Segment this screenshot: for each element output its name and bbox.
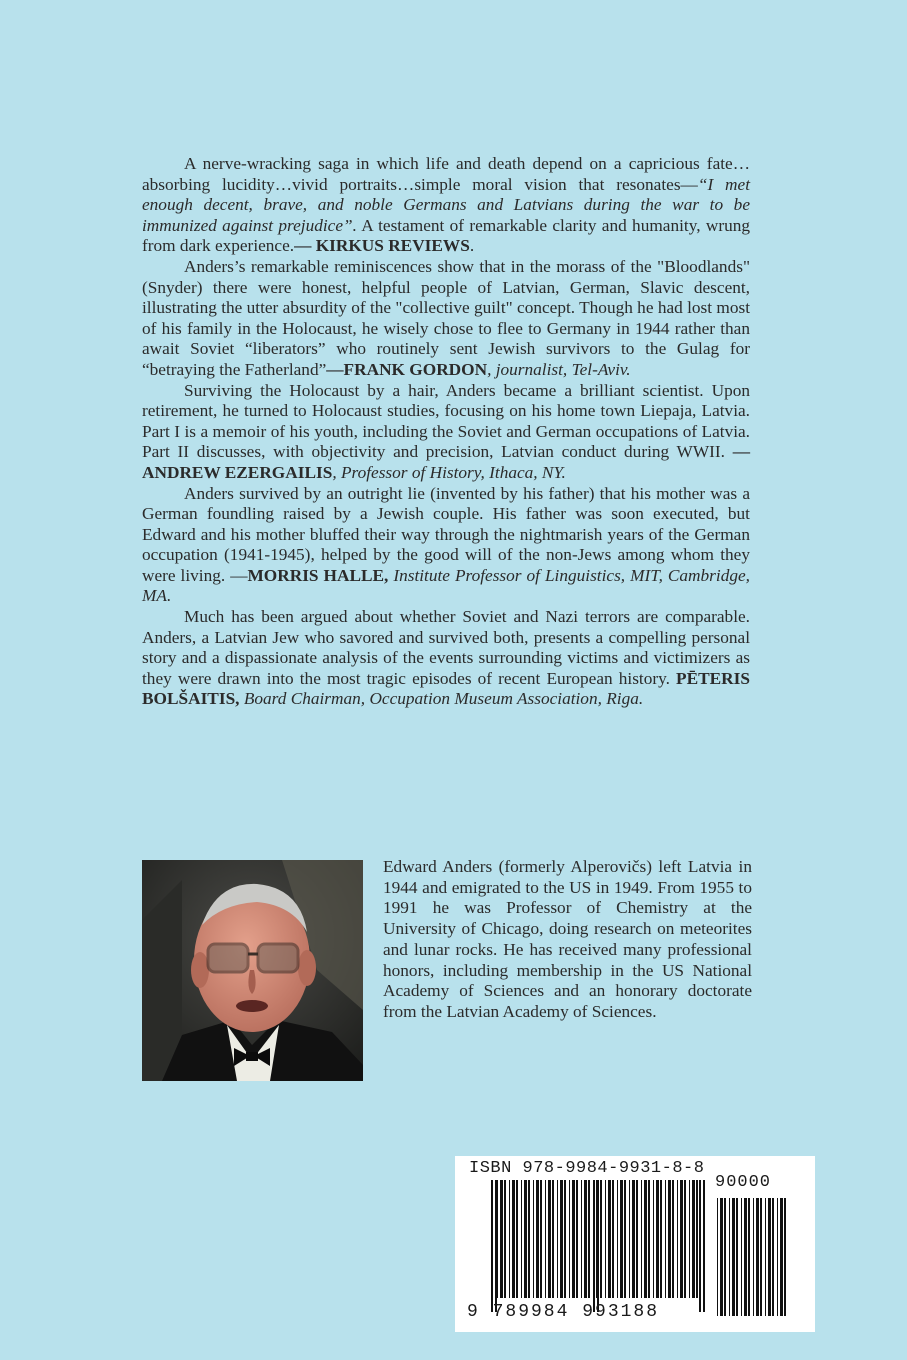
review-bolsaitis <box>142 607 750 710</box>
review-quote: “I met enough decent, brave, and noble Germans and Latvians during the war to be immunized against prejudice”. <box>142 174 751 235</box>
review-text: Anders survived by an outright lie (invented by his father) that his mother was a German foundling raised by a Jewish couple. His father was soon executed, but Edward and his mother bluffed their way through the nightmarish years of the German occupation (1941-1945), helped by the good will of the non-Jews among whom they were living. — <box>142 483 750 585</box>
review-source: —FRANK GORDON <box>326 359 488 379</box>
review-affiliation: , journalist, Tel-Aviv. <box>487 359 631 379</box>
review-end: . <box>469 236 475 256</box>
review-affiliation: Board Chairman, Occupation Museum Association, Riga. <box>239 689 644 709</box>
review-text-after: A testament of remarkable clarity and humanity, wrung from dark experience. <box>142 215 750 256</box>
review-source: PĒTERIS BOLŠAITIS, <box>142 668 750 709</box>
isbn-barcode <box>455 1156 815 1332</box>
review-text: Surviving the Holocaust by a hair, Anders became a brilliant scientist. Upon retirement, he turned to Holocaust studies, focusing on his home town Liepaja, Latvia. Part I is a memoir of his youth, including the Soviet and German occupations of Latvia. Part II discusses, with objectivity and precision, Latvian conduct during WWII. <box>142 380 750 462</box>
review-affiliation: Institute Professor of Linguistics, MIT, Cambridge, MA. <box>142 565 750 606</box>
review-text: Anders’s remarkable reminiscences show that in the morass of the "Bloodlands" (Snyder) there were honest, helpful people of Latvian, German, Slavic descent, illustrating the utter absurdity of the "collective guilt" concept. Though he had lost most of his family in the Holocaust, he wisely chose to flee to Germany in 1944 rather than await Soviet “liberators” who routinely sent Jewish survivors to the Gulag for “betraying the Fatherland” <box>142 256 750 379</box>
price-addon: 90000 <box>715 1173 772 1192</box>
reviews-section <box>142 154 750 710</box>
review-ezergailis <box>142 381 750 484</box>
isbn-label: ISBN 978-9984-9931-8-8 <box>469 1159 705 1178</box>
review-halle <box>142 484 750 608</box>
review-text: Much has been argued about whether Soviet and Nazi terrors are comparable. Anders, a Latvian Jew who savored and survived both, presents a compelling personal story and a dispassionate analysis of the events surrounding victims and victimizers as they were drawn into the most tragic episodes of recent European history. <box>142 607 750 688</box>
review-source: —ANDREW EZERGAILIS <box>142 442 750 482</box>
author-portrait-image <box>142 860 363 1081</box>
barcode-digits: 9 789984 993188 <box>467 1302 660 1322</box>
review-source: — KIRKUS REVIEWS <box>294 236 470 256</box>
review-source: MORRIS HALLE, <box>247 565 389 585</box>
review-gordon <box>142 257 750 381</box>
author-bio: Edward Anders (formerly Alperovičs) left Latvia in 1944 and emigrated to the US in 1949. From 1955 to 1991 he was Professor of Chemistry at the University of Chicago, doing research on meteorites and lunar rocks. He has received many professional honors, including membership in the US National Academy of Sciences and an honorary doctorate from the Latvian Academy of Sciences. <box>383 857 752 1021</box>
author-photo <box>142 860 363 1081</box>
review-text: A nerve-wracking saga in which life and death depend on a capricious fate…absorbing lucidity…vivid portraits…simple moral vision that resonates— <box>142 154 750 194</box>
review-kirkus <box>142 154 750 257</box>
review-affiliation: , Professor of History, Ithaca, NY. <box>332 462 566 482</box>
